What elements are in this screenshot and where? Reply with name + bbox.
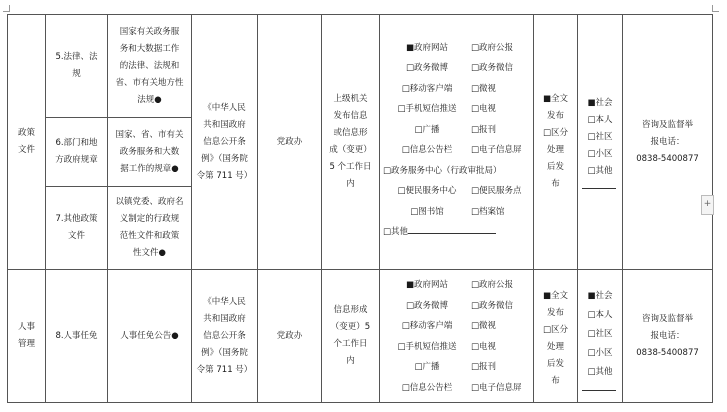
table-row (8, 15, 713, 118)
target-cell: ■社会 □本人 □社区 □小区 □其他 (578, 15, 623, 270)
subitem-name-cell: 7.其他政策 文件 (46, 187, 108, 270)
subitem-content-cell: 国家、省、市有关 政务服务和大数 据工作的规章● (108, 118, 192, 187)
channel-row: □手机短信推送 □电视 (397, 104, 497, 114)
channel-row: □移动客户端 □微视 (401, 321, 497, 331)
subitem-content-cell: 国家有关政务服 务和大数据工作 的法律、法规和 省、市有关地方性 法规● (108, 15, 192, 118)
table-row (8, 270, 713, 403)
channel-row: □政务微博 □政务微信 (405, 300, 514, 311)
timing-cell: 上级机关 发布信息 或信息形 成（变更） 5 个工作日 内 (322, 15, 380, 270)
contact-cell: 咨询及监督举 报电话： 0838-5400877 (623, 15, 713, 270)
channel-row: □广播 □报刊 (414, 124, 497, 135)
expand-handle[interactable]: + (701, 195, 714, 215)
channel-row: □信息公告栏 □电子信息屏 (401, 382, 522, 393)
contact-cell: 咨询及监督举 报电话： 0838-5400877 (623, 270, 713, 403)
page-corner-mark (3, 5, 10, 12)
department-cell: 党政办 (258, 270, 322, 403)
category-cell: 政策 文件 (8, 15, 46, 270)
channels-cell (380, 15, 534, 270)
channel-row: □便民服务中心 □便民服务点 (397, 186, 522, 196)
subitem-name-cell: 5.法律、法 规 (46, 15, 108, 118)
fill-in-line (408, 224, 496, 234)
channel-row: □其他 (383, 224, 530, 245)
page-corner-mark (712, 5, 719, 12)
fill-in-line (582, 384, 616, 391)
channel-row: □手机短信推送 □电视 (397, 341, 497, 352)
channel-row: ■政府网站 □政府公报 (405, 42, 514, 53)
disclosure-table (7, 14, 713, 403)
category-cell: 人事 管理 (8, 270, 46, 403)
fill-in-line (582, 182, 616, 189)
channel-row: □政务服务中心（行政审批局） (383, 165, 502, 176)
target-cell: ■社会 □本人 □社区 □小区 □其他 (578, 270, 623, 403)
publish-mode-cell: ■全文 发布 □区分 处理 后发 布 (534, 15, 578, 270)
legal-basis-cell: 《中华人民 共和国政府 信息公开条 例》（国务院 令第 711 号） (192, 270, 258, 403)
channel-row: □信息公告栏 □电子信息屏 (401, 145, 522, 155)
channel-row: □移动客户端 □微视 (401, 83, 497, 94)
subitem-content-cell: 以镇党委、政府名 义制定的行政规 范性文件和政策 性文件● (108, 187, 192, 270)
timing-cell: 信息形成 （变更）5 个工作日 内 (322, 270, 380, 403)
publish-mode-cell: ■全文 发布 □区分 处理 后发 布 (534, 270, 578, 403)
subitem-name-cell: 8.人事任免 (46, 270, 108, 403)
channels-cell (380, 270, 534, 403)
department-cell: 党政办 (258, 15, 322, 270)
legal-basis-cell: 《中华人民 共和国政府 信息公开条 例》（国务院 令第 711 号） (192, 15, 258, 270)
channel-row: □政务微博 □政务微信 (405, 63, 514, 73)
subitem-name-cell: 6.部门和地 方政府规章 (46, 118, 108, 187)
channel-row: □广播 □报刊 (414, 362, 497, 372)
channel-row: □图书馆 □档案馆 (410, 206, 505, 217)
subitem-content-cell: 人事任免公告● (108, 270, 192, 403)
channel-row: ■政府网站 □政府公报 (405, 280, 514, 290)
